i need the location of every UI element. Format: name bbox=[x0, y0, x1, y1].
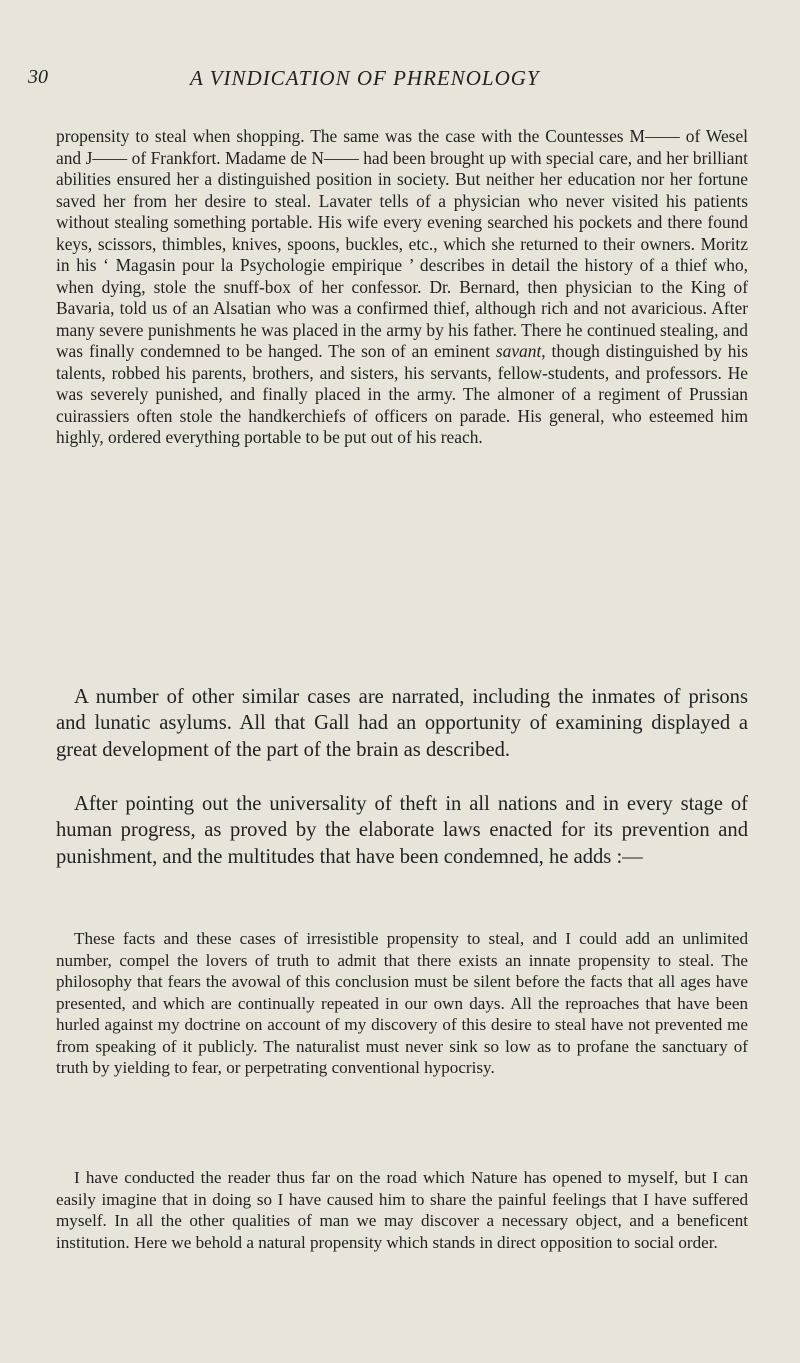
paragraph-theft-cases bbox=[56, 126, 748, 449]
paragraph-similar-cases: A number of other similar cases are narrated, including the inmates of prisons and lunatic asylums. All that Gall had an opportunity of examining displayed a great development of the part of the brain as described. bbox=[56, 686, 748, 761]
page-number: 30 bbox=[28, 66, 48, 88]
paragraph-text-continued: though distinguished by his talents, robbed his parents, brothers, and sisters, his servants, fellow-students, and professors. He was severely punished, and finally placed in the army. The almoner of a regiment of Prussian cuirassiers often stole the handkerchiefs of officers on parade. His general, who esteemed him highly, ordered everything portable to be put out of his reach. bbox=[56, 341, 749, 447]
running-title: A VINDICATION OF PHRENOLOGY bbox=[190, 66, 540, 90]
quotation-paragraph-1: These facts and these cases of irresistible propensity to steal, and I could add an unlimited number, compel the lovers of truth to admit that there exists an innate propensity to steal. The philosophy that fears the avowal of this conclusion must be silent before the facts that all ages have presented, and which are continually repeated in our own days. All the reproaches that have been hurled against my doctrine on account of my discovery of this desire to steal have not prevented me from speaking of it publicly. The naturalist must never sink so low as to profane the sanctuary of truth by yielding to fear, or perpetrating conventional hypocrisy. bbox=[56, 929, 748, 1077]
italic-word-savant: savant, bbox=[495, 341, 546, 361]
quotation-paragraph-2: I have conducted the reader thus far on the road which Nature has opened to myself, but I can easily imagine that in doing so I have caused him to share the painful feelings that I have suffered myself. In all the other qualities of man we may discover a necessary object, and a beneficent institution. Here we behold a natural propensity which stands in direct opposition to social order. bbox=[56, 1168, 748, 1252]
paragraph-universality: After pointing out the universality of theft in all nations and in every stage of human progress, as proved by the elaborate laws enacted for its prevention and punishment, and the multitudes that have been condemned, he adds :— bbox=[56, 793, 748, 868]
paragraph-text: propensity to steal when shopping. The same was the case with the Countesses M—— of Wesel and J—— of Frankfort. Madame de N—— had been brought up with special care, and her brilliant abilities ensured her a distinguished position in society. But neither her education nor her fortune saved her from her desire to steal. Lavater tells of a physician who never visited his patients without stealing something portable. His wife every evening searched his pockets and there found keys, scissors, thimbles, knives, spoons, buckles, etc., which she returned to their owners. Moritz in his ‘ Magasin pour la Psychologie empirique ’ describes in detail the history of a thief who, when dying, stole the snuff-box of her confessor. Dr. Bernard, then physician to the King of Bavaria, told us of an Alsatian who was a confirmed thief, although rich and not avaricious. After many severe punishments he was placed in the army by his father. There he continued stealing, and was finally condemned to be hanged. The son of an eminent bbox=[56, 126, 748, 361]
page-header bbox=[28, 66, 748, 96]
